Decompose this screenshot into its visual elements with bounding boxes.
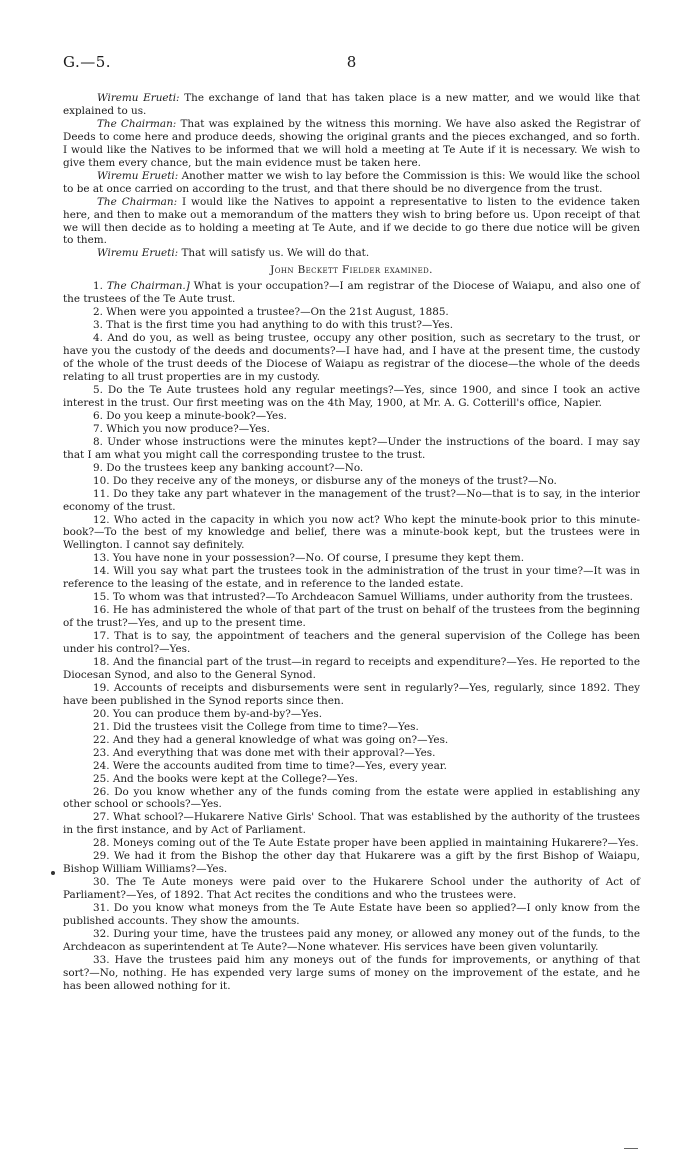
question-paragraph: 6. Do you keep a minute-book?—Yes. bbox=[93, 409, 287, 422]
question-paragraph: 22. And they had a general knowledge of what was going on?—Yes. bbox=[93, 733, 449, 746]
question-paragraph: 8. Under whose instructions were the minutes kept?—Under the instructions of the board. I may say that I am what you might call the corresponding trustee to the trust. bbox=[63, 435, 640, 461]
question-paragraph: 9. Do the trustees keep any banking account?—No. bbox=[93, 461, 364, 474]
paragraph-text: Another matter we wish to lay before the Commission is this: We would like the school to be at once carried on according to the trust, and that there should be no divergence from the trust. bbox=[63, 169, 640, 195]
speaker-name: The Chairman: bbox=[97, 117, 177, 130]
speaker-name: Wiremu Erueti: bbox=[97, 92, 180, 104]
paragraph-text: The exchange of land that has taken place is a new matter, and we would like that explained to us. bbox=[63, 92, 640, 117]
question-paragraph: 25. And the books were kept at the College?—Yes. bbox=[93, 772, 358, 785]
question-paragraph: 19. Accounts of receipts and disbursements were sent in regularly?—Yes, regularly, since 1892. They have been published in the Synod reports since then. bbox=[63, 681, 640, 707]
speaker-name: The Chairman: bbox=[97, 195, 178, 208]
question-paragraph: 3. That is the first time you had anything to do with this trust?—Yes. bbox=[93, 319, 454, 332]
intro-paragraph bbox=[63, 196, 640, 248]
paragraph-text: That was explained by the witness this morning. We have also asked the Registrar of Deeds to come here and produce deeds, showing the original grants and the pieces exchanged, and so forth. I would like the Natives to be informed that we will hold a meeting at Te Aute if it is necessary. We wish to give them every chance, but the main evidence must be taken here. bbox=[63, 117, 640, 169]
speaker-name: Wiremu Erueti: bbox=[97, 247, 179, 260]
speaker-name: The Chairman.] bbox=[106, 280, 190, 293]
speaker-name: Wiremu Erueti: bbox=[97, 169, 179, 182]
question-paragraph: 12. Who acted in the capacity in which you now act? Who kept the minute-book prior to this minute-book?—To the best of my knowledge and belief, there was a minute-book kept, but the trustees were in Wellington. I cannot say definitely. bbox=[63, 513, 640, 552]
intro-paragraph bbox=[63, 170, 640, 196]
intro-paragraph bbox=[63, 247, 640, 260]
question-paragraph: 5. Do the Te Aute trustees hold any regular meetings?—Yes, since 1900, and since I took an active interest in the trust. Our first meeting was on the 4th May, 1900, at Mr. A. G. Cotterill's office, Napier. bbox=[63, 383, 640, 409]
question-paragraph: 7. Which you now produce?—Yes. bbox=[93, 422, 270, 435]
question-paragraph: 17. That is to say, the appointment of teachers and the general supervision of the College has been under his control?—Yes. bbox=[63, 630, 640, 656]
question-paragraph: 23. And everything that was done met with their approval?—Yes. bbox=[93, 746, 436, 759]
question-paragraph: 16. He has administered the whole of that part of the trust on behalf of the trustees from the beginning of the trust?—Yes, and up to the present time. bbox=[63, 604, 640, 630]
parliamentary-paper-number: G.—5. bbox=[63, 53, 112, 71]
question-paragraph: 27. What school?—Hukarere Native Girls' School. That was established by the authority of the trustees in the first instance, and by Act of Parliament. bbox=[63, 811, 640, 837]
question-paragraph: 13. You have none in your possession?—No. Of course, I presume they kept them. bbox=[93, 552, 525, 565]
question-paragraph: 31. Do you know what moneys from the Te Aute Estate have been so applied?—I only know from the published accounts. They show the amounts. bbox=[63, 902, 640, 928]
intro-paragraph bbox=[63, 118, 640, 170]
question-paragraph: 20. You can produce them by-and-by?—Yes. bbox=[93, 707, 323, 720]
question-paragraph: 29. We had it from the Bishop the other day that Hukarere was a gift by the first Bishop of Waiapu, Bishop William Williams?—Yes. bbox=[63, 850, 640, 876]
page-number: 8 bbox=[346, 53, 357, 71]
paragraph-text: That will satisfy us. We will do that. bbox=[178, 247, 370, 260]
page-header bbox=[63, 53, 640, 80]
question-paragraph: 30. The Te Aute moneys were paid over to the Hukarere School under the authority of Act of Parliament?—Yes, of 1892. That Act recites the conditions and who the trustees were. bbox=[63, 876, 640, 902]
end-mark bbox=[624, 1148, 638, 1152]
question-paragraph: 28. Moneys coming out of the Te Aute Estate proper have been applied in maintaining Hukarere?—Yes. bbox=[93, 837, 639, 850]
paragraph-text: What is your occupation?—I am registrar of the Diocese of Waiapu, and also one of the trustees of the Te Aute trust. bbox=[63, 280, 640, 306]
question-paragraph bbox=[63, 280, 640, 306]
document-body bbox=[63, 92, 640, 993]
intro-paragraph bbox=[63, 92, 640, 118]
question-paragraph: 18. And the financial part of the trust—in regard to receipts and expenditure?—Yes. He reported to the Diocesan Synod, and also to the General Synod. bbox=[63, 655, 640, 681]
margin-ink-dot bbox=[51, 871, 55, 875]
question-paragraph: 11. Do they take any part whatever in the management of the trust?—No—that is to say, in the interior economy of the trust. bbox=[63, 487, 640, 513]
question-number: 1. bbox=[93, 280, 103, 293]
question-paragraph: 26. Do you know whether any of the funds coming from the estate were applied in establishing any other school or schools?—Yes. bbox=[63, 785, 640, 811]
paragraph-text: I would like the Natives to appoint a representative to listen to the evidence taken here, and then to make out a memorandum of the matters they wish to bring before us. Upon receipt of that we will then decide as to holding a meeting at Te Aute, and if we decide to go there due notice will be given to them. bbox=[63, 195, 640, 247]
question-paragraph: 33. Have the trustees paid him any moneys out of the funds for improvements, or anything of that sort?—No, nothing. He has expended very large sums of money on the improvement of the estate, and he has been allowed nothing for it. bbox=[63, 953, 640, 992]
question-paragraph: 14. Will you say what part the trustees took in the administration of the trust in your time?—It was in reference to the leasing of the estate, and in reference to the landed estate. bbox=[63, 565, 640, 591]
question-paragraph: 2. When were you appointed a trustee?—On the 21st August, 1885. bbox=[93, 306, 449, 319]
question-paragraph: 15. To whom was that intrusted?—To Archdeacon Samuel Williams, under authority from the trustees. bbox=[93, 591, 633, 604]
question-paragraph: 21. Did the trustees visit the College from time to time?—Yes. bbox=[93, 720, 419, 733]
question-paragraph: 4. And do you, as well as being trustee, occupy any other position, such as secretary to the trust, or have you the custody of the deeds and documents?—I have had, and I have at the present time, the custody of the whole of the trust deeds of the Diocese of Waiapu as registrar of the diocese—the whole of the deeds relating to all trust properties are in my custody. bbox=[63, 332, 640, 384]
witness-heading: John Beckett Fielder examined. bbox=[270, 264, 433, 277]
question-paragraph: 32. During your time, have the trustees paid any money, or allowed any money out of the funds, to the Archdeacon as superintendent at Te Aute?—None whatever. His services have been given voluntarily. bbox=[63, 928, 640, 953]
question-paragraph: 24. Were the accounts audited from time to time?—Yes, every year. bbox=[93, 759, 447, 772]
question-paragraph: 10. Do they receive any of the moneys, or disburse any of the moneys of the trust?—No. bbox=[93, 474, 557, 487]
